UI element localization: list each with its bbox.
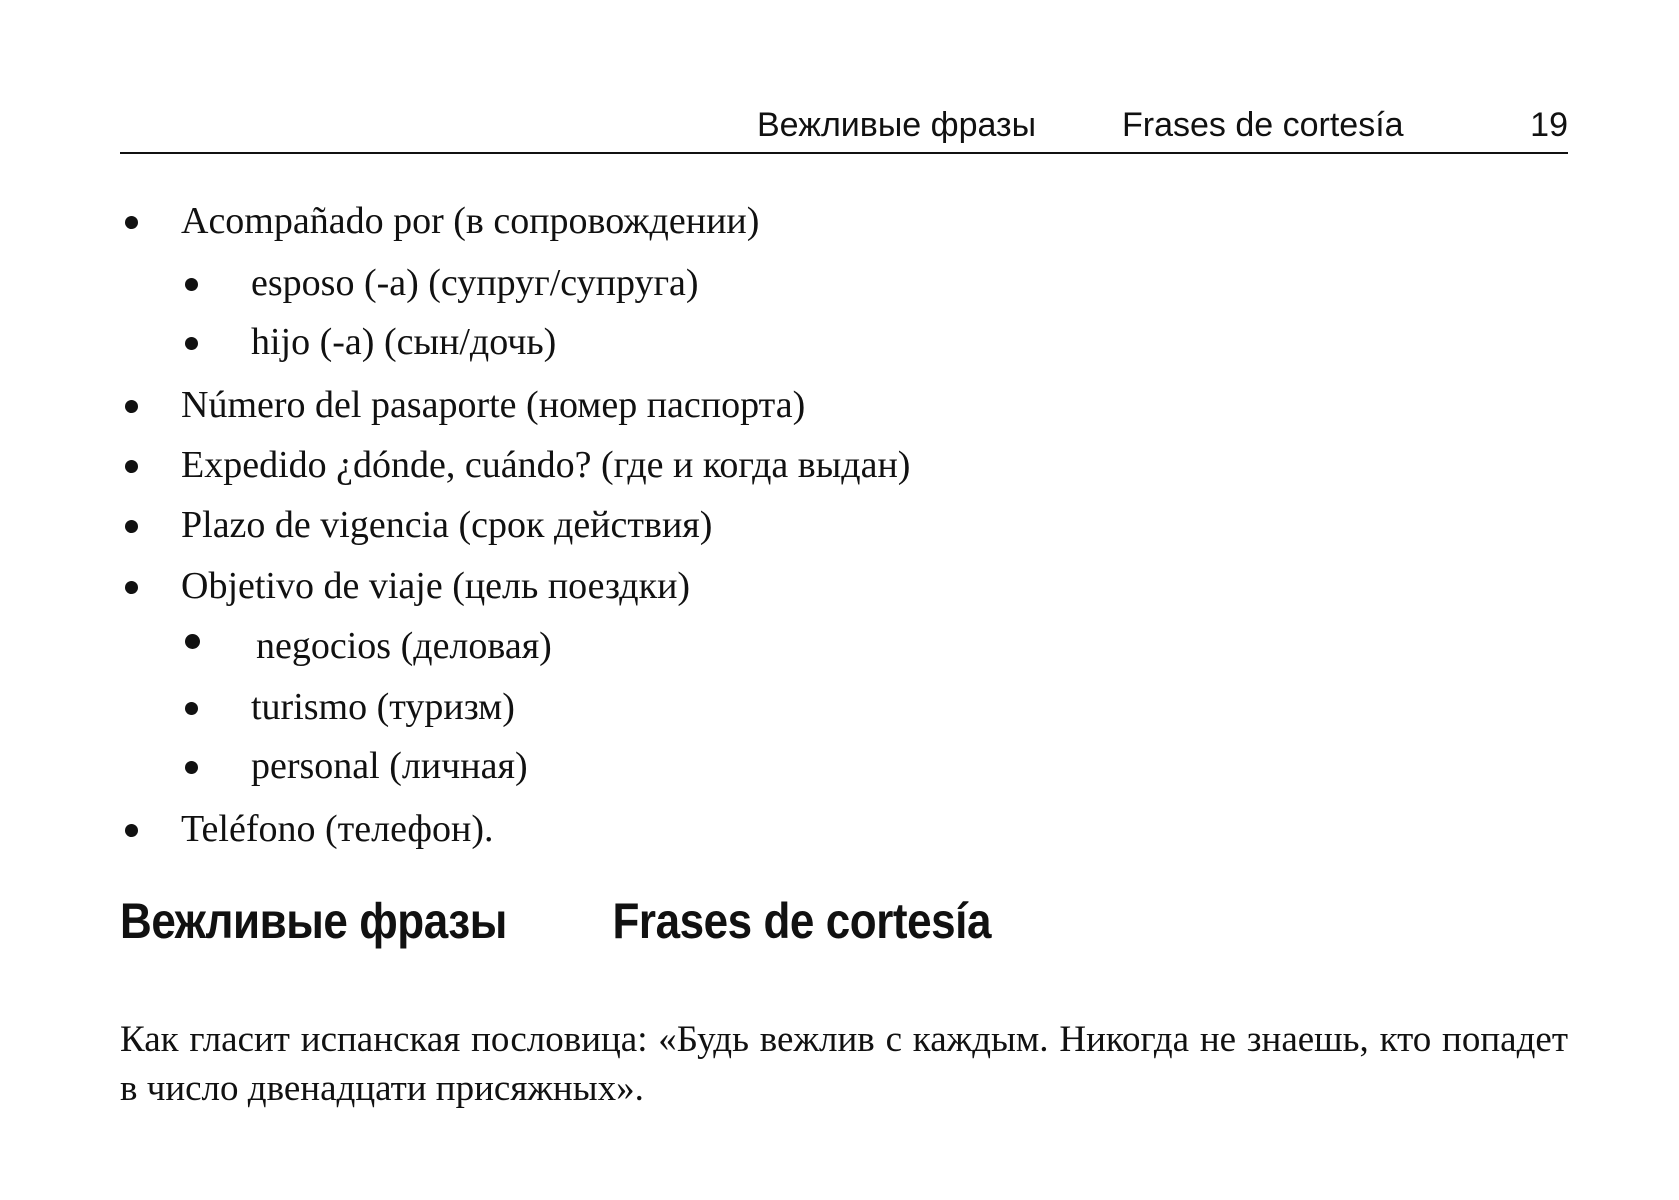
bullet-icon — [185, 761, 198, 774]
bullet-icon — [185, 278, 198, 291]
running-header — [120, 102, 1568, 154]
list-item: Teléfono (телефон). — [181, 808, 494, 850]
bullet-icon — [125, 400, 138, 413]
list-item: negocios (деловая) — [256, 625, 552, 667]
running-header-title-es: Frases de cortesía — [1122, 106, 1404, 144]
bullet-icon — [185, 634, 200, 649]
bullet-icon — [125, 460, 138, 473]
list-item: esposo (-a) (супруг/супруга) — [251, 262, 699, 304]
list-item: Acompañado por (в сопровождении) — [181, 200, 760, 242]
body-paragraph: Как гласит испанская пословица: «Будь вежлив с каждым. Никогда не знаешь, кто попадет в число двенадцати присяжных». — [120, 1019, 1568, 1109]
section-heading-es: Frases de cortesía — [612, 893, 991, 949]
bullet-icon — [125, 824, 138, 837]
list-item: Número del pasaporte (номер паспорта) — [181, 384, 806, 426]
list-item: hijo (-a) (сын/дочь) — [251, 321, 557, 363]
bullet-icon — [125, 581, 138, 594]
page-number: 19 — [1530, 106, 1568, 144]
list-item: Plazo de vigencia (срок действия) — [181, 504, 713, 546]
list-item: Objetivo de viaje (цель поездки) — [181, 565, 691, 607]
bullet-icon — [125, 520, 138, 533]
list-item: personal (личная) — [251, 745, 528, 787]
list-item: Expedido ¿dónde, cuándo? (где и когда выдан) — [181, 444, 911, 486]
running-header-title-ru: Вежливые фразы — [757, 106, 1037, 144]
bullet-icon — [125, 216, 138, 229]
section-heading — [120, 892, 991, 950]
section-heading-ru: Вежливые фразы — [120, 893, 507, 949]
bullet-icon — [185, 337, 198, 350]
bullet-icon — [185, 702, 198, 715]
list-item: turismo (туризм) — [251, 686, 515, 728]
